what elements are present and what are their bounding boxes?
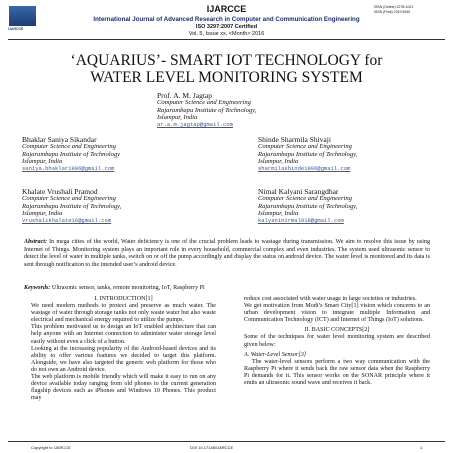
author-inst: Rajarambapu Institute of Technology, [258, 202, 358, 210]
author-place: Islampur, India [22, 157, 63, 165]
page-number: 1 [420, 445, 423, 450]
author-name: Shinde Sharmila Shivaji [258, 135, 331, 144]
paragraph: This problem motivated us to design an IoT enabled architecture that can help anyone with an Internet connection to administer water storage level easily without even a click of a button. [31, 324, 216, 345]
paragraph: We need modern methods to protect and preserve as much water. The wastage of water through storage tanks not only waste water but also waste electrical and mechanical energy required to utilize the pumps. [31, 303, 216, 324]
right-column [244, 296, 430, 387]
logo-text: IJARCCE [8, 27, 24, 31]
paragraph: Looking at the increasing popularity of the Android-based devices and its ability to offer various features we decided to target this platform. Alongside, we have also targeted the generic web platform for those who do not own an Android device. [31, 345, 216, 373]
volume-issue: Vol. 5, Issue xx, <Month> 2016 [188, 31, 265, 37]
author-dept: Computer Science and Engineering [258, 143, 352, 151]
author-email[interactable]: kalyaninirmal018@gmail.com [258, 217, 344, 225]
subsection-heading: A. Water-Level Sensor[3] [244, 351, 307, 358]
paper-title-line1: ‘AQUARIUS’- SMART IOT TECHNOLOGY for [70, 52, 383, 69]
author-name: Nimal Kalyani Sarangdhar [258, 187, 339, 196]
author-inst: Rajarambapu Institute of Technology, [258, 150, 358, 158]
paragraph: Some of the techniques for water level monitoring system are described given below: [244, 334, 430, 348]
author-email[interactable]: saniya.bhaklar1996@gmail.com [22, 165, 115, 173]
paragraph: The water-level sensors perform a two way communication with the Raspberry Pi where it sends back the raw sensor data when the Raspberry Pi demands for it. This sensor works on the SONAR principle where it emits an ultrasonic sound wave and receives it back. [244, 358, 430, 387]
author-4 [258, 188, 357, 224]
section-heading-introduction: I. INTRODUCTION[1] [94, 296, 153, 302]
left-column [31, 296, 216, 402]
journal-short-name: IJARCCE [206, 4, 247, 14]
author-dept: Computer Science and Engineering [22, 143, 116, 151]
author-dept: Computer Science and Engineering [157, 99, 251, 107]
paragraph: We get motivation from Modi’s Smart City[1] vision which concerns to an urban development vision to integrate multiple Information and Communication Technology (ICT) and Internet of Things (IoT) solutions. [244, 303, 430, 324]
author-place: Islampur, India [258, 157, 299, 165]
author-3 [22, 188, 121, 224]
footer-doi: DOI 10.17148/IJARCCE [190, 445, 234, 450]
issn-online: ISSN (Online) 2278-1021 [374, 5, 414, 9]
author-place: Islampur, India [258, 209, 299, 217]
author-inst: Rajarambapu Institute of Technology, [157, 106, 257, 114]
author-1 [22, 136, 120, 172]
abstract-label: Abstract: [24, 239, 48, 245]
author-2 [258, 136, 357, 172]
header-divider [8, 39, 445, 40]
iso-certification: ISO 3297:2007 Certified [195, 24, 258, 30]
author-dept: Computer Science and Engineering [258, 195, 352, 203]
paragraph: reduce cost associated with water usage in large societies or industries. [244, 296, 417, 302]
issn-print: ISSN (Print) 2319 5940 [374, 10, 411, 14]
author-name: Bhaklar Saniya Sikandar [22, 135, 97, 144]
author-dept: Computer Science and Engineering [22, 195, 116, 203]
footer-copyright: Copyright to IJARCCE [31, 445, 71, 450]
author-name: Khalate Vrushali Pramod [22, 187, 98, 196]
author-inst: Rajarambapu Institute of Technology [22, 150, 121, 158]
journal-full-name: International Journal of Advanced Research in Computer and Communication Engineering [93, 16, 360, 23]
author-inst: Rajarambapu Institute of Technology, [22, 202, 122, 210]
author-place: Islampur, India [22, 209, 63, 217]
keywords [24, 285, 205, 291]
keywords-label: Keywords: [24, 285, 51, 291]
paper-title-line2: WATER LEVEL MONITORING SYSTEM [90, 69, 363, 86]
author-email[interactable]: sharmilashinde1996@gmail.com [258, 165, 351, 173]
abstract-text: In mega cities of the world, Water deficiency is one of the crucial problem leads to wastage during transmission. We aim to resolve this issue by using Internet of Things. Monitoring system plays an important role in every household, commercial complex and even industries. The system used ultrasonic sensor to detect the level of water in multiple tanks, switch on or off the pump accordingly and display the status on android device. The water level is monitored and its data is sent through notification to the intended user’s android device. [24, 239, 430, 268]
abstract [24, 239, 430, 269]
author-email[interactable]: vrushalikhalate16@gmail.com [22, 217, 112, 225]
author-place: Islampur, India [157, 113, 198, 121]
footer-divider [8, 441, 445, 442]
section-heading-basic-concepts: II. BASIC CONCEPTS[2] [304, 327, 370, 334]
author-lead [157, 92, 256, 128]
issn-block [374, 5, 413, 15]
paragraph: The web platform is mobile friendly which will make it easy to run on any device available today ranging from old phones to the current generation flagship devices such as iPhones and Windows 10 Phones. This product may [31, 374, 216, 402]
author-name: Prof. A. M. Jagtap [157, 91, 212, 100]
keywords-text: Ultrasonic sensor, tanks, remote monitoring, IoT, Raspberry Pi [50, 285, 205, 291]
author-email[interactable]: ar.a.m.jagtap@gmail.com [157, 121, 233, 129]
